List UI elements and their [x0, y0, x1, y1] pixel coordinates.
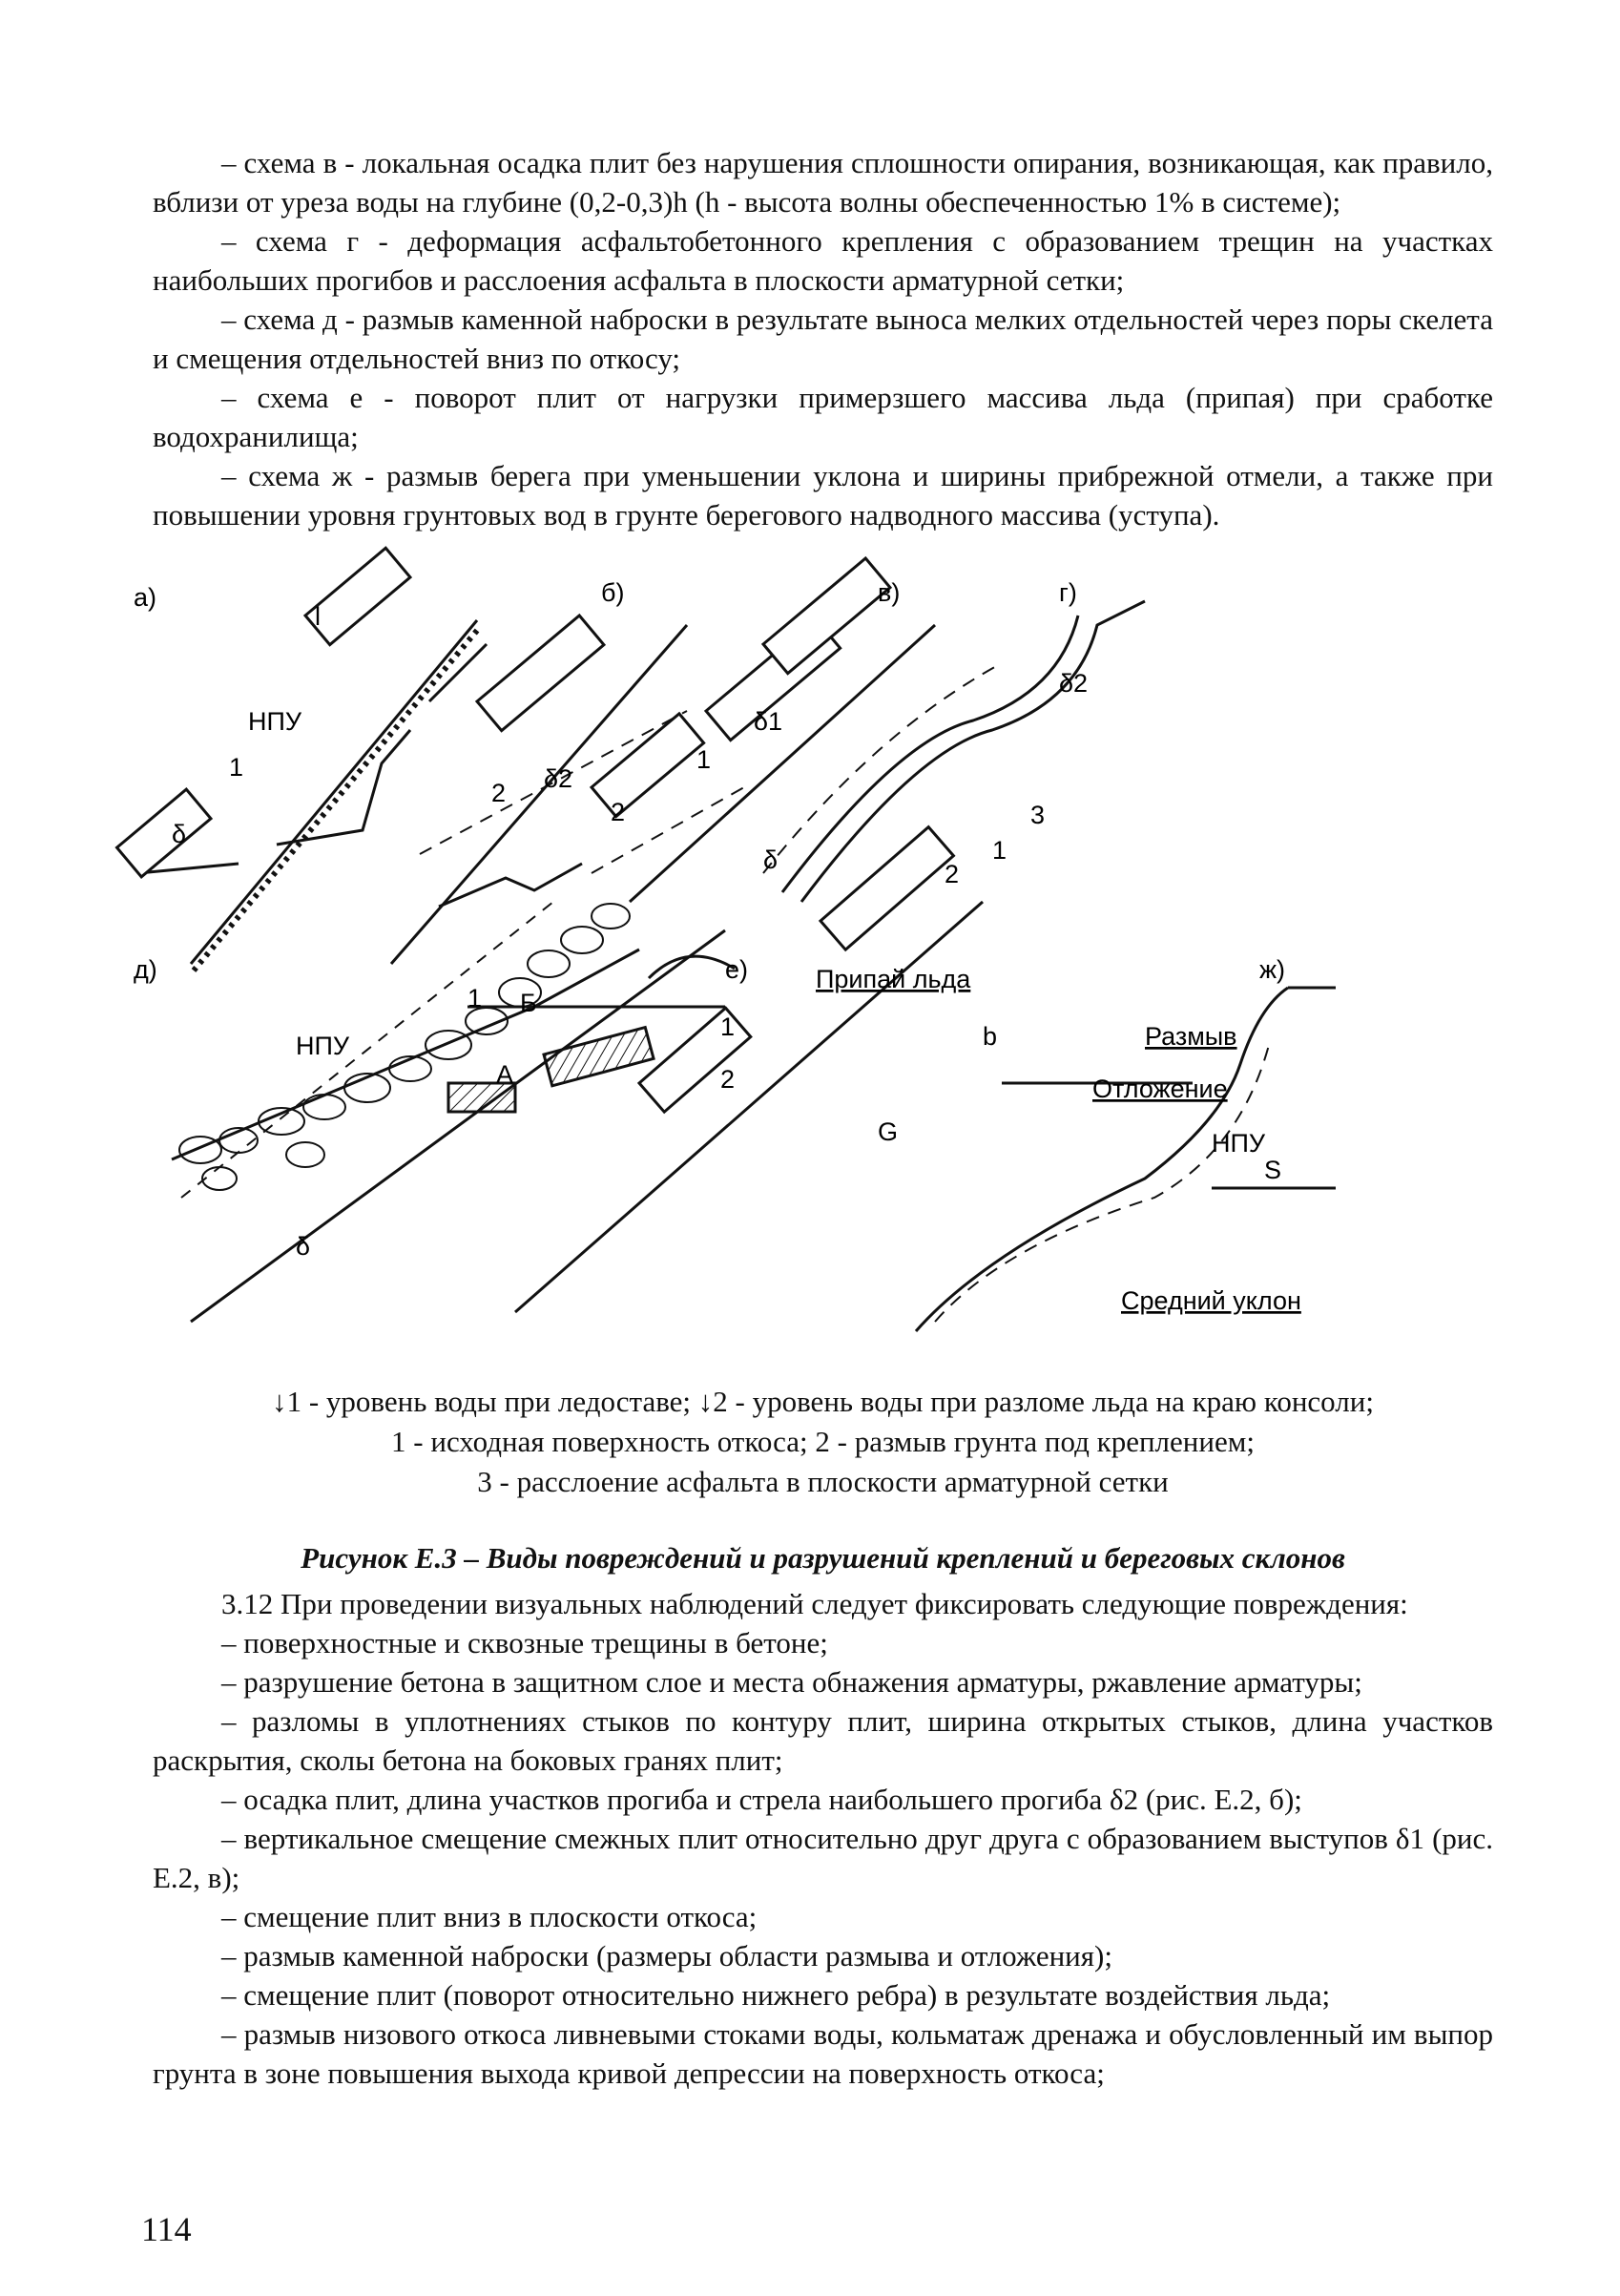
list-item: – размыв каменной наброски (размеры области размыва и отложения); — [221, 1939, 1112, 1972]
panel-a-drawing — [117, 548, 487, 971]
number-1-d: 1 — [467, 984, 483, 1012]
number-1-b: 1 — [696, 745, 712, 774]
legend-line-3: 3 - расслоение асфальта в плоскости арматурной сетки — [477, 1465, 1169, 1498]
label-b: b — [983, 1022, 998, 1051]
panel-a-label: а) — [134, 583, 157, 612]
paragraph-scheme-e: – схема е - поворот плит от нагрузки примерзшего массива льда (припая) при сработке водохранилища; — [153, 381, 1493, 453]
otlozhenie-label: Отложение — [1092, 1075, 1228, 1103]
avg-slope-label: Средний уклон — [1121, 1286, 1301, 1315]
paragraph-scheme-g: – схема г - деформация асфальтобетонного крепления с образованием трещин на участках наибольших прогибов и расслоения асфальта в плоскости арматурной сетки; — [153, 224, 1493, 297]
damage-schemes-figure — [134, 578, 1431, 1350]
number-1-a: 1 — [229, 753, 244, 782]
number-2-b: 2 — [611, 798, 626, 826]
panel-e-label: е) — [725, 955, 749, 984]
panel-e-drawing — [448, 827, 983, 1312]
paragraph-scheme-d: – схема д - размыв каменной наброски в результате выноса мелких отдельностей через поры скелета и смещения отдельностей вниз по откосу; — [153, 303, 1493, 375]
legend-line-1: ↓1 - уровень воды при ледоставе; ↓2 - уровень воды при разломе льда на краю консоли; — [272, 1385, 1374, 1418]
bottom-text-block — [153, 1584, 1493, 2093]
page-number: 114 — [141, 2210, 192, 2248]
list-item: – разрушение бетона в защитном слое и места обнажения арматуры, ржавление арматуры; — [221, 1665, 1362, 1699]
ice-label: Припай льда — [816, 965, 971, 993]
label-B: Б — [520, 989, 537, 1017]
list-item: – смещение плит вниз в плоскости откоса; — [221, 1900, 758, 1933]
number-1-g: 1 — [992, 836, 1007, 865]
panel-zh-label: ж) — [1259, 955, 1286, 984]
list-item: – размыв низового откоса ливневыми стоками воды, кольматаж дренажа и обусловленный им выпор грунта в зоне повышения выхода кривой депрессии на поверхность откоса; — [153, 2017, 1493, 2090]
panel-d-label: д) — [134, 955, 157, 984]
delta-a-label: δ — [172, 820, 187, 848]
npu-label-d: НПУ — [296, 1032, 350, 1060]
number-1-e: 1 — [720, 1012, 736, 1041]
delta2-g-label: δ2 — [1059, 669, 1089, 698]
top-text-block — [153, 143, 1493, 534]
list-item: – разломы в уплотнениях стыков по контуру плит, ширина открытых стыков, длина участков раскрытия, сколы бетона на боковых гранях плит; — [153, 1704, 1493, 1777]
paragraph-scheme-v: – схема в - локальная осадка плит без нарушения сплошности опирания, возникающая, как правило, вблизи от уреза воды на глубине (0,2-0,3)h (h - высота волны обеспеченностью 1% в системе); — [153, 146, 1493, 219]
figure-drawing — [134, 578, 1431, 1350]
figure-legend — [153, 1382, 1493, 1502]
razmyv-label: Размыв — [1145, 1022, 1237, 1051]
npu-label-top: НПУ — [248, 707, 302, 736]
panel-v-label: в) — [878, 578, 901, 607]
list-item: – поверхностные и сквозные трещины в бетоне; — [221, 1626, 828, 1659]
panel-g-label: г) — [1059, 578, 1077, 607]
figure-caption: Рисунок Е.3 – Виды повреждений и разрушений креплений и береговых склонов — [301, 1541, 1345, 1575]
length-l-label: l — [315, 602, 321, 631]
paragraph-scheme-zh: – схема ж - размыв берега при уменьшении уклона и ширины прибрежной отмели, а также при повышении уровня грунтовых вод в грунте берегового надводного массива (уступа). — [153, 459, 1493, 532]
number-2-a: 2 — [491, 779, 507, 807]
paragraph-3-12: 3.12 При проведении визуальных наблюдений следует фиксировать следующие повреждения: — [221, 1587, 1408, 1620]
delta1-label: δ1 — [754, 707, 783, 736]
number-2-g: 2 — [945, 860, 960, 888]
number-2-e: 2 — [720, 1065, 736, 1094]
delta2-b-label: δ2 — [544, 764, 573, 793]
delta-d-label: δ — [296, 1232, 311, 1261]
legend-line-2: 1 - исходная поверхность откоса; 2 - размыв грунта под креплением; — [391, 1425, 1255, 1458]
label-A: А — [496, 1060, 514, 1089]
list-item: – смещение плит (поворот относительно нижнего ребра) в результате воздействия льда; — [221, 1978, 1331, 2012]
list-item: – осадка плит, длина участков прогиба и стрела наибольшего прогиба δ2 (рис. Е.2, б); — [221, 1783, 1302, 1816]
label-G: G — [878, 1117, 899, 1146]
panel-b-label: б) — [601, 578, 625, 607]
number-3-g: 3 — [1030, 801, 1046, 829]
npu-label-zh: НПУ — [1212, 1129, 1266, 1158]
list-item: – вертикальное смещение смежных плит относительно друг друга с образованием выступов δ1 (рис. Е.2, в); — [153, 1822, 1493, 1894]
s-label: S — [1264, 1156, 1282, 1184]
delta-g-label: δ — [763, 845, 779, 874]
